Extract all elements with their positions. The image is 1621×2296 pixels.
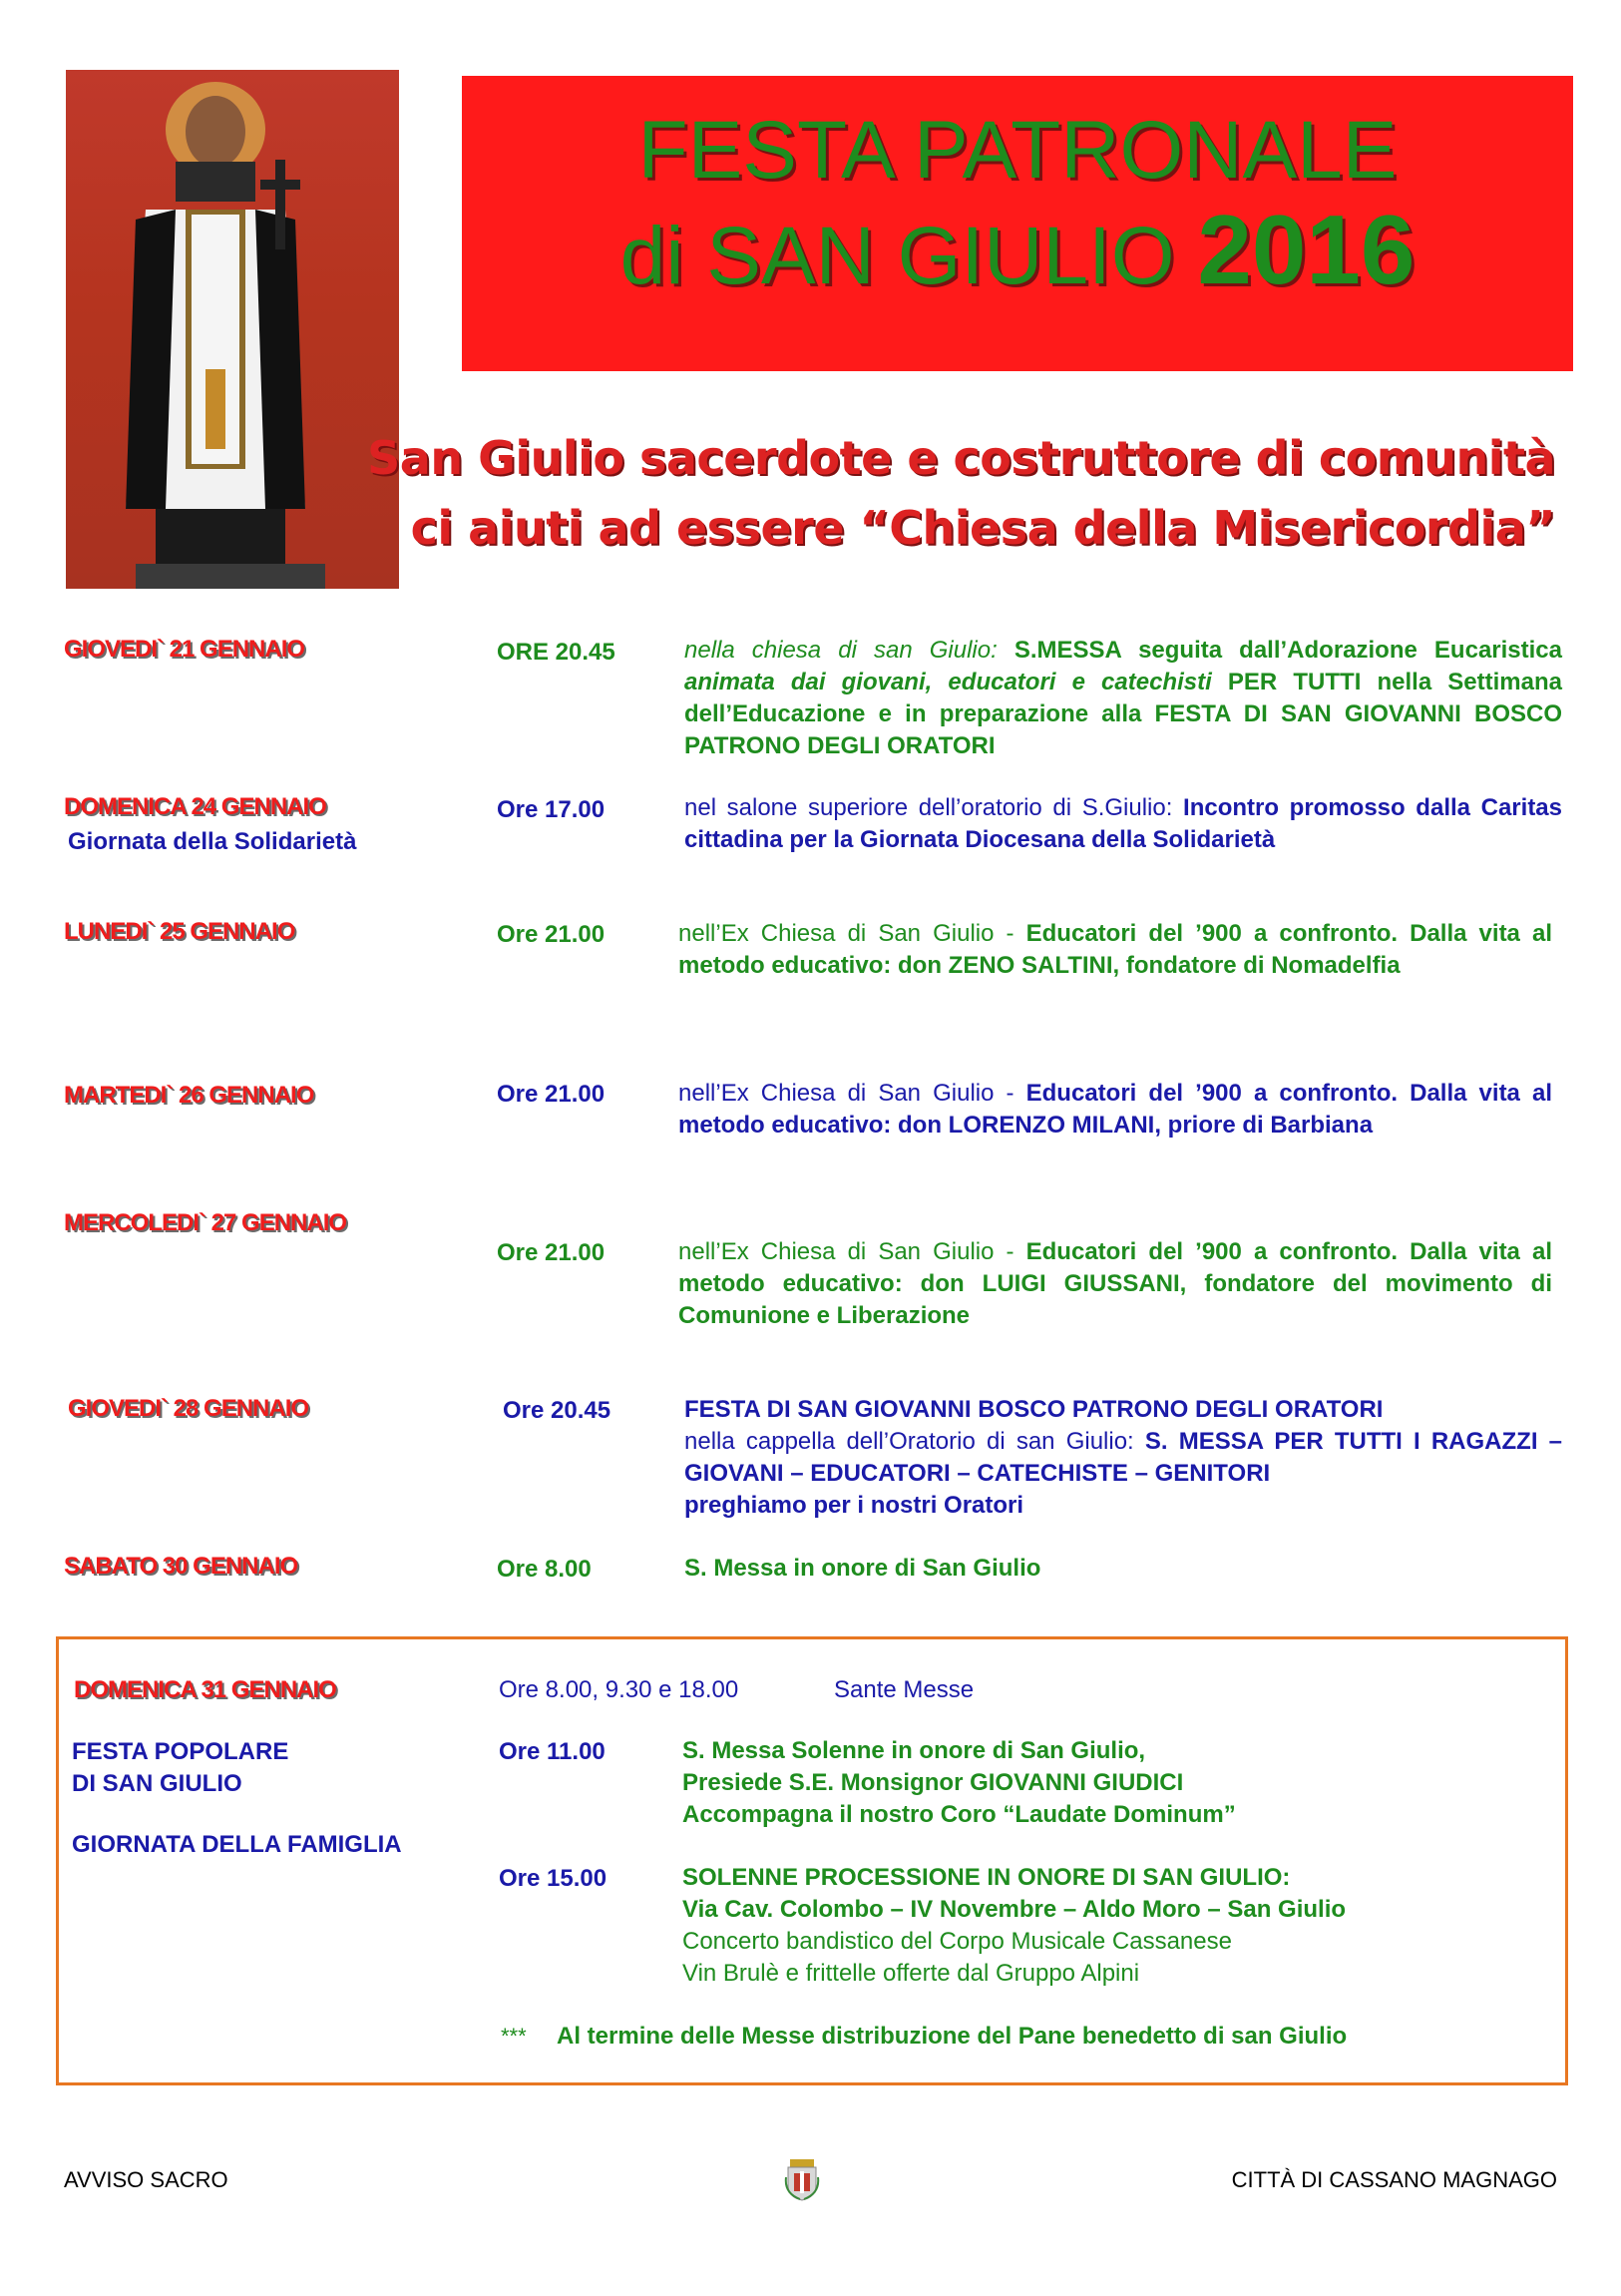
event-description: S. Messa in onore di San Giulio [684,1555,1041,1582]
event-time: Ore 15.00 [499,1865,608,1892]
event-desc-part: nell’Ex Chiesa di San Giulio - [678,920,1026,947]
event-desc-part: nell’Ex Chiesa di San Giulio - [678,1080,1026,1107]
masses-time: Ore 8.00, 9.30 e 18.00 [499,1676,739,1703]
event-day: MERCOLEDI` 27 GENNAIO [64,1209,347,1236]
sunday-subtitle-1: FESTA POPOLARE [72,1738,289,1765]
event-description [684,792,1562,856]
procession-line-3: Concerto bandistico del Corpo Musicale Cassanese [682,1928,1232,1955]
event-day: MARTEDI` 26 GENNAIO [64,1082,314,1109]
event-day: SABATO 30 GENNAIO [64,1553,298,1580]
mass-line-3: Accompagna il nostro Coro “Laudate Dominum” [682,1801,1236,1828]
event-description [678,1236,1552,1332]
motto-line-1: San Giulio sacerdote e costruttore di comunità [367,431,1555,485]
event-description [684,1426,1562,1490]
event-time: ORE 20.45 [497,639,615,666]
mass-line-2: Presiede S.E. Monsignor GIOVANNI GIUDICI [682,1769,1184,1796]
event-headline: FESTA DI SAN GIOVANNI BOSCO PATRONO DEGLI ORATORI [684,1396,1384,1423]
event-desc-part: S.MESSA seguita dall’Adorazione Eucaristica [1013,637,1562,664]
event-time: Ore 21.00 [497,921,606,948]
event-desc-part: Incontro promosso dalla Caritas cittadina per la Giornata Diocesana della Solidarietà [684,794,1563,853]
event-desc-part: nell’Ex Chiesa di San Giulio - [678,1238,1026,1265]
footer-left: AVVISO SACRO [64,2167,228,2192]
footer-right: CITTÀ DI CASSANO MAGNAGO [1231,2167,1557,2192]
event-day: LUNEDI` 25 GENNAIO [64,918,295,945]
event-desc-part: animata dai giovani, educatori e catechisti [684,669,1228,695]
event-desc-part: nel salone superiore dell’oratorio di S.Giulio: [684,794,1184,821]
event-desc-part: S. MESSA PER TUTTI I RAGAZZI – GIOVANI – EDUCATORI – CATECHISTE – GENITORI [684,1428,1563,1487]
sunday-subtitle-2: DI SAN GIULIO [72,1770,242,1797]
event-time: Ore 8.00 [497,1556,592,1583]
title-year: 2016 [1197,195,1416,304]
title-banner [462,76,1573,371]
saint-giulio-image [66,70,399,589]
event-desc-part: nella chiesa di san Giulio: [684,637,1014,664]
event-day: GIOVEDI` 28 GENNAIO [68,1395,309,1422]
title-line-2 [462,194,1573,306]
mass-line-1: S. Messa Solenne in onore di San Giulio, [682,1737,1146,1764]
title-text: di SAN GIULIO [619,211,1198,301]
sunday-subtitle-3: GIORNATA DELLA FAMIGLIA [72,1831,402,1858]
bread-note: Al termine delle Messe distribuzione del Pane benedetto di san Giulio [557,2023,1348,2050]
event-time: Ore 20.45 [503,1397,611,1424]
procession-line-4: Vin Brulè e frittelle offerte dal Gruppo Alpini [682,1960,1140,1987]
title-line-1: FESTA PATRONALE [637,105,1398,196]
event-day: DOMENICA 24 GENNAIO [64,793,326,820]
event-desc-part: Educatori del ’900 a confronto. Dalla vita al metodo educativo: don LUIGI GIUSSANI, fondatore del movimento di Comunione e Liberazione [678,1238,1553,1329]
event-desc-part: Educatori del ’900 a confronto. Dalla vita al metodo educativo: don ZENO SALTINI, fondatore di Nomadelfia [678,920,1553,979]
event-description [684,635,1562,762]
event-time: Ore 21.00 [497,1081,606,1108]
procession-line-2: Via Cav. Colombo – IV Novembre – Aldo Moro – San Giulio [682,1896,1347,1923]
note-stars: *** [501,2024,527,2049]
event-desc-part: PER TUTTI nella Settimana dell’Educazione e in preparazione alla FESTA DI SAN GIOVANNI BOSCO PATRONO DEGLI ORATORI [684,669,1563,759]
event-subtitle: Giornata della Solidarietà [68,828,357,855]
motto-line-2: ci aiuti ad essere “Chiesa della Misericordia” [410,501,1555,555]
event-desc-part: Educatori del ’900 a confronto. Dalla vita al metodo educativo: don LORENZO MILANI, priore di Barbiana [678,1080,1553,1139]
event-desc-part: nella cappella dell’Oratorio di san Giulio: [684,1428,1145,1455]
sunday-day: DOMENICA 31 GENNAIO [74,1676,336,1703]
event-time: Ore 17.00 [497,796,606,823]
city-crest-icon [784,2157,820,2201]
event-time: Ore 21.00 [497,1239,606,1266]
event-note: preghiamo per i nostri Oratori [684,1492,1024,1519]
masses-label: Sante Messe [834,1676,975,1703]
event-time: Ore 11.00 [499,1738,606,1765]
event-description [678,1078,1552,1142]
event-description [678,918,1552,982]
procession-line-1: SOLENNE PROCESSIONE IN ONORE DI SAN GIULIO: [682,1864,1291,1891]
event-day: GIOVEDI` 21 GENNAIO [64,636,305,663]
